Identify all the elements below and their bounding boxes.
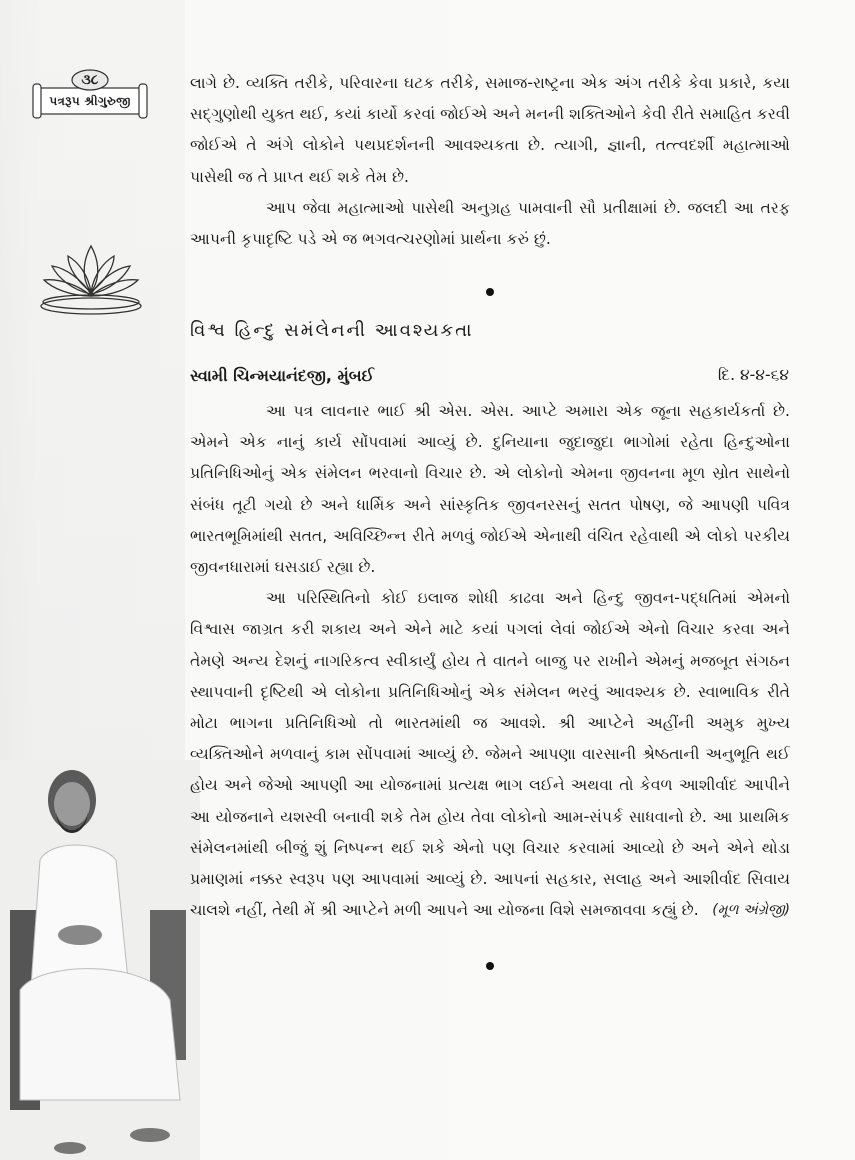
continuation-closing-paragraph: આપ જેવા મહાત્માઓ પાસેથી અનુગ્રહ પામવાની સૌ પ્રતીક્ષામાં છે. જલદી આ તરફ આપની કૃપાદૃષ્ટિ પડે એ જ ભગવત્ચરણોમાં પ્રાર્થના કરું છું. bbox=[190, 198, 790, 249]
continuation-block bbox=[190, 68, 790, 255]
lotus-icon bbox=[38, 238, 144, 318]
page-header-badge bbox=[30, 68, 150, 120]
continuation-paragraph: લાગે છે. વ્યક્તિ તરીકે, પરિવારના ઘટક તરીકે, સમાજ-રાષ્ટ્રના એક અંગ તરીકે કેવા પ્રકારે, કયા સદ્‌ગુણોથી યુક્ત થઈ, કયાં કાર્યો કરવાં જોઈએ અને મનની શક્તિઓને કેવી રીતે સમાહિત કરવી જોઈએ તે અંગે લોકોને પથપ્રદર્શનની આવશ્યકતા છે. ત્યાગી, જ્ઞાની, તત્ત્વદર્શી મહાત્માઓ પાસેથી જ તે પ્રાપ્ત થઈ શકે તેમ છે. bbox=[190, 74, 790, 186]
letter-recipient: સ્વામી ચિન્મયાનંદજી, મુંબઈ bbox=[190, 366, 374, 385]
letter-date: દિ. ૪-૪-૬૪ bbox=[717, 366, 789, 384]
section-divider-dot bbox=[486, 288, 494, 296]
section-title: વિશ્વ હિન્દુ સમંલેનની આવશ્યકતા bbox=[190, 320, 474, 341]
running-title: પત્રરૂપ શ્રીગુરુજી bbox=[49, 94, 131, 108]
letter-paragraph: આ પત્ર લાવનાર ભાઈ શ્રી એસ. એસ. આપ્ટે અમારા એક જૂના સહકાર્યકર્તા છે. એમને એક નાનું કાર્ય સોંપવામાં આવ્યું છે. દુનિયાના જુદાજુદા ભાગોમાં રહેતા હિન્દુઓના પ્રતિનિધિઓનું એક સંમેલન ભરવાનો વિચાર છે. એ લોકોનો એમના જીવનના મૂળ સ્રોત સાથેનો સંબંધ તૂટી ગયો છે અને ધાર્મિક અને સાંસ્કૃતિક જીવનરસનું સતત પોષણ, જે આપણી પવિત્ર ભારતભૂમિમાંથી સતત, અવિચ્છિન્ન રીતે મળવું જોઈએ એનાથી વંચિત રહેવાથી એ લોકો પરકીય જીવનધારામાં ઘસડાઈ રહ્યા છે. bbox=[190, 402, 791, 577]
source-note: (મૂળ અંગ્રેજી) bbox=[712, 902, 790, 919]
portrait-image bbox=[0, 760, 200, 1160]
letter-paragraph: આ પરિસ્થિતિનો કોઈ ઇલાજ શોધી કાઢવા અને હિન્દુ જીવન-પદ્ધતિમાં એમનો વિશ્વાસ જાગ્રત કરી શકાય અને એને માટે કયાં પગલાં લેવાં જોઈએ એનો વિચાર કરવા અને તેમણે અન્ય દેશનું નાગરિકત્વ સ્વીકાર્યું હોય તે વાતને બાજુ પર રાખીને એમનું મજબૂત સંગઠન સ્થાપવાની દૃષ્ટિથી એ લોકોના પ્રતિનિધિઓનું એક સંમેલન ભરવું આવશ્યક છે. સ્વાભાવિક રીતે મોટા ભાગના પ્રતિનિધિઓ તો ભારતમાંથી જ આવશે. શ્રી આપ્ટેને અહીંની અમુક મુખ્ય વ્યક્તિઓને મળવાનું કામ સોંપવામાં આવ્યું છે. જેમને આપણા વારસાની શ્રેષ્ઠતાની અનુભૂતિ થઈ હોય અને જેઓ આપણી આ યોજનામાં પ્રત્યક્ષ ભાગ લઈને અથવા તો કેવળ આશીર્વાદ આપીને આ યોજનાને યશસ્વી બનાવી શકે તેમ હોય તેવા લોકોનો આમ-સંપર્ક સાધવાનો છે. આ પ્રાથમિક સંમેલનમાંથી બીજું શું નિષ્પન્ન થઈ શકે એનો પણ વિચાર કરવામાં આવ્યો છે અને એને થોડા પ્રમાણમાં નક્કર સ્વરૂપ પણ આપવામાં આવ્યું છે. આપનાં સહકાર, સલાહ અને આશીર્વાદ સિવાય ચાલશે નહીં, તેથી મેં શ્રી આપ્ટેને મળી આપને આ યોજના વિશે સમજાવવા કહ્યું છે. bbox=[190, 589, 790, 920]
page-number: ૩૮ bbox=[81, 72, 99, 88]
end-divider-dot bbox=[486, 962, 494, 970]
letter-body bbox=[190, 396, 790, 926]
